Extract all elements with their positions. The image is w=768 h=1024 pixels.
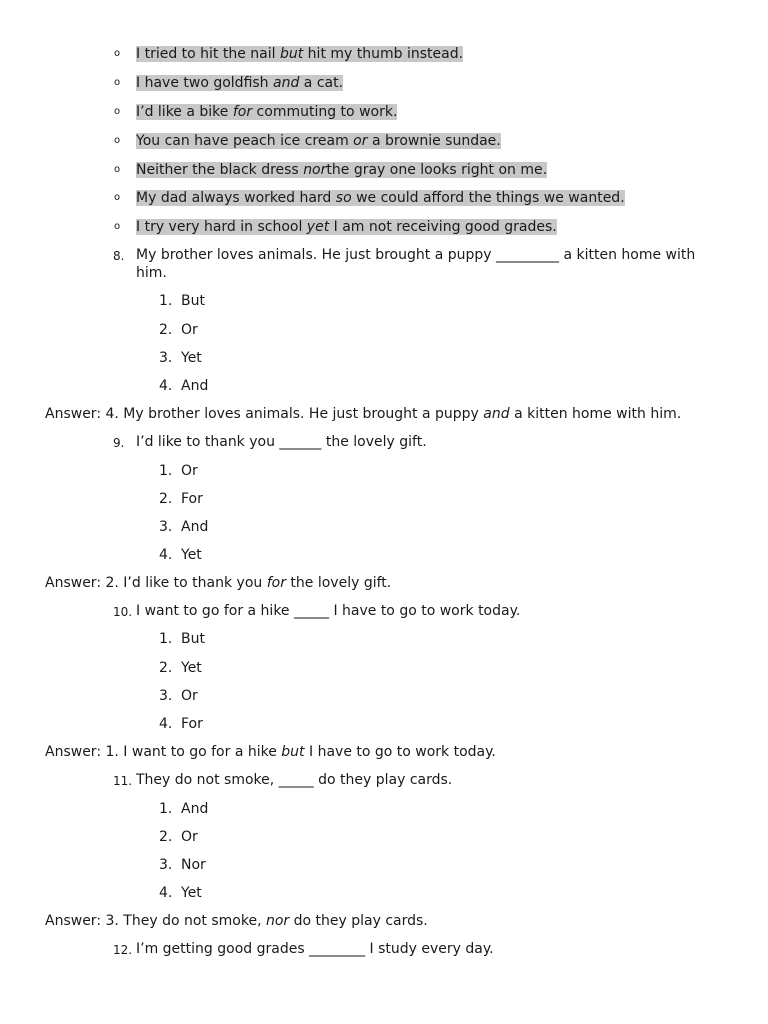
example-item: I have two goldfish and a cat.: [136, 75, 344, 91]
question-number: 10.: [113, 605, 133, 619]
answer-option: 4. Yet: [159, 885, 202, 901]
answer-option: 4. Yet: [159, 547, 202, 563]
answer-option: 2. Or: [159, 322, 198, 338]
answer-option: 1. Or: [159, 463, 198, 479]
bullet-marker: o: [114, 135, 121, 146]
answer-line: Answer: 4. My brother loves animals. He just brought a puppy and a kitten home with him.: [45, 406, 682, 422]
bullet-marker: o: [114, 106, 121, 117]
question-text: I want to go for a hike _____ I have to go to work today.: [136, 603, 521, 619]
answer-option: 1. But: [159, 631, 205, 647]
answer-line: Answer: 1. I want to go for a hike but I have to go to work today.: [45, 744, 496, 760]
bullet-marker: o: [114, 164, 121, 175]
answer-option: 2. For: [159, 491, 203, 507]
example-item: I’d like a bike for commuting to work.: [136, 104, 398, 120]
question-number: 8.: [113, 249, 125, 263]
answer-option: 3. And: [159, 519, 209, 535]
answer-option: 4. And: [159, 378, 209, 394]
answer-option: 3. Nor: [159, 857, 206, 873]
bullet-marker: o: [114, 221, 121, 232]
answer-option: 3. Yet: [159, 350, 202, 366]
question-number: 9.: [113, 436, 125, 450]
question-text: I’m getting good grades ________ I study every day.: [136, 941, 494, 957]
example-item: I try very hard in school yet I am not receiving good grades.: [136, 219, 557, 235]
example-item: I tried to hit the nail but hit my thumb instead.: [136, 46, 464, 62]
answer-option: 2. Yet: [159, 660, 202, 676]
question-number: 11.: [113, 774, 133, 788]
answer-option: 4. For: [159, 716, 203, 732]
example-item: My dad always worked hard so we could afford the things we wanted.: [136, 190, 625, 206]
question-number: 12.: [113, 943, 133, 957]
question-text: They do not smoke, _____ do they play cards.: [136, 772, 453, 788]
answer-line: Answer: 2. I’d like to thank you for the lovely gift.: [45, 575, 392, 591]
answer-line: Answer: 3. They do not smoke, nor do they play cards.: [45, 913, 428, 929]
question-text: I’d like to thank you ______ the lovely gift.: [136, 434, 427, 450]
bullet-marker: o: [114, 77, 121, 88]
example-item: You can have peach ice cream or a brownie sundae.: [136, 133, 501, 149]
bullet-marker: o: [114, 192, 121, 203]
answer-option: 1. But: [159, 293, 205, 309]
question-text: My brother loves animals. He just brought a puppy _________ a kitten home with him.: [136, 247, 696, 281]
example-item: Neither the black dress northe gray one looks right on me.: [136, 162, 548, 178]
answer-option: 2. Or: [159, 829, 198, 845]
answer-option: 1. And: [159, 801, 209, 817]
answer-option: 3. Or: [159, 688, 198, 704]
bullet-marker: o: [114, 48, 121, 59]
